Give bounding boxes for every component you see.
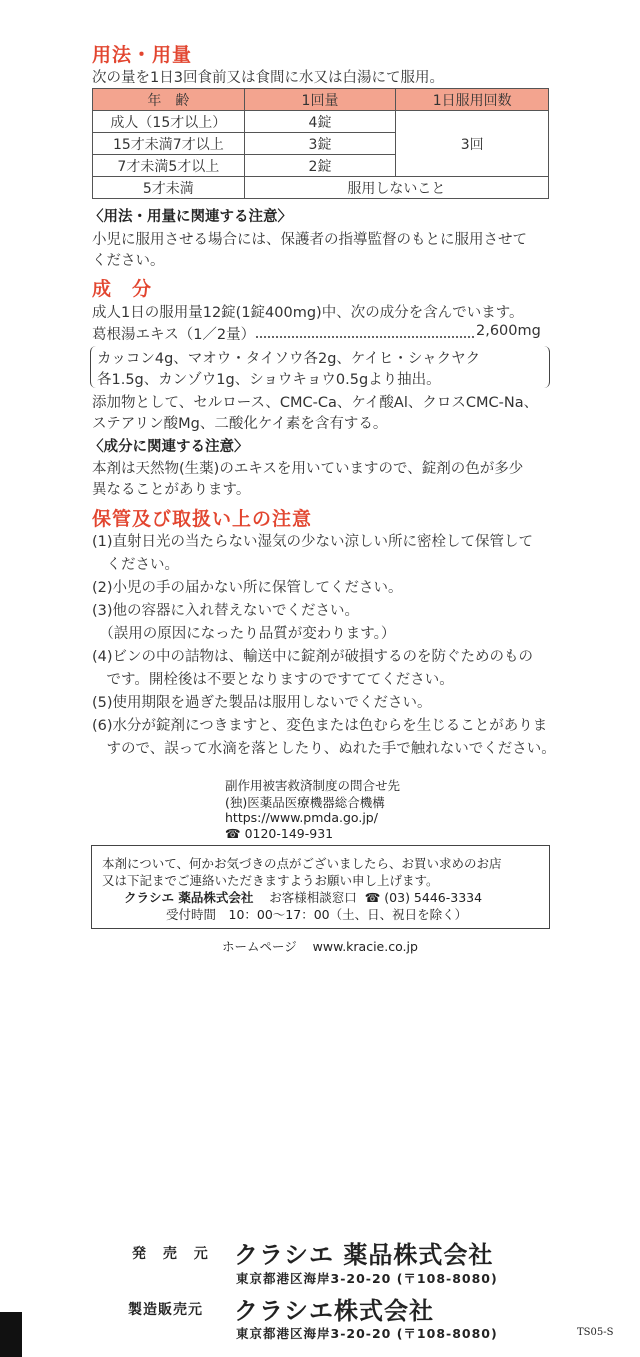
homepage-row <box>222 937 418 955</box>
manufacturer-label: 製造販売元 <box>128 1302 203 1318</box>
usage-heading: 用法・用量 <box>92 44 193 66</box>
usage-caution-heading: 〈用法・用量に関連する注意〉 <box>89 209 292 225</box>
storage-line: (5)使用期限を過ぎた製品は服用しないでください。 <box>92 695 432 711</box>
dosage-table <box>92 88 549 199</box>
relief-url[interactable]: https://www.pmda.go.jp/ <box>225 810 378 825</box>
age-cell: 15才未満7才以上 <box>93 133 245 155</box>
age-cell: 7才未満5才以上 <box>93 155 245 177</box>
storage-line: (2)小児の手の届かない所に保管してください。 <box>92 580 403 596</box>
storage-line: (3)他の容器に入れ替えないでください。 <box>92 603 360 619</box>
relief-org: (独)医薬品医療機器総合機構 <box>225 795 385 810</box>
seller-address: 東京都港区海岸3-20-20 (〒108-8080) <box>236 1271 498 1286</box>
usage-caution-line: ください。 <box>92 253 165 269</box>
herb-line: カッコン4g、マオウ・タイソウ各2g、ケイヒ・シャクヤク <box>97 351 481 367</box>
ingredients-caution-heading: 〈成分に関連する注意〉 <box>89 439 249 455</box>
manufacturer-address: 東京都港区海岸3-20-20 (〒108-8080) <box>236 1326 498 1341</box>
contact-desk: お客様相談窓口 <box>269 890 357 905</box>
contact-hours: 受付時間 10：00〜17：00（土、日、祝日を除く） <box>166 907 468 922</box>
times-cell: 3回 <box>396 111 549 177</box>
relief-phone-row <box>225 826 333 841</box>
additive-line: ステアリン酸Mg、二酸化ケイ素を含有する。 <box>92 416 388 432</box>
storage-line: (6)水分が錠剤につきますと、変色または色むらを生じることがありま <box>92 718 548 734</box>
contact-company-row <box>124 888 482 906</box>
extract-amount: 2,600mg <box>476 323 541 339</box>
ingredients-caution-line: 異なることがあります。 <box>92 482 251 498</box>
storage-heading: 保管及び取扱い上の注意 <box>92 508 313 530</box>
herb-line: 各1.5g、カンゾウ1g、ショウキョウ0.5gより抽出。 <box>97 372 441 388</box>
dose-cell: 4錠 <box>244 111 396 133</box>
contact-line: 本剤について、何かお気づきの点がございましたら、お買い求めのお店 <box>102 856 502 871</box>
storage-line: (4)ビンの中の詰物は、輸送中に錠剤が破損するのを防ぐためのもの <box>92 649 534 665</box>
age-cell: 5才未満 <box>93 177 245 199</box>
age-cell: 成人（15才以上） <box>93 111 245 133</box>
storage-line: ください。 <box>92 557 179 573</box>
storage-line: (1)直射日光の当たらない湿気の少ない涼しい所に密栓して保管して <box>92 534 534 550</box>
usage-caution-line: 小児に服用させる場合には、保護者の指導監督のもとに服用させて <box>92 232 527 248</box>
storage-line: （誤用の原因になったり品質が変わります。） <box>92 626 396 642</box>
usage-intro: 次の量を1日3回食前又は食間に水又は白湯にて服用。 <box>92 70 444 86</box>
additive-line: 添加物として、セルロース、CMC-Ca、ケイ酸Al、クロスCMC-Na、 <box>92 395 539 411</box>
contact-company: クラシエ 薬品株式会社 <box>124 890 254 905</box>
table-header-dose: 1回量 <box>244 89 396 111</box>
relief-phone: 0120-149-931 <box>244 826 334 841</box>
relief-title: 副作用被害救済制度の問合せ先 <box>225 778 401 793</box>
print-mark <box>0 1312 22 1357</box>
extract-name: 葛根湯エキス（1／2量） <box>92 327 256 343</box>
table-header-row <box>93 89 549 111</box>
ingredients-caution-line: 本剤は天然物(生薬)のエキスを用いていますので、錠剤の色が多少 <box>92 461 524 477</box>
dose-cell: 3錠 <box>244 133 396 155</box>
storage-line: すので、誤って水滴を落としたり、ぬれた手で触れないでください。 <box>92 741 556 757</box>
table-row <box>93 177 549 199</box>
leader-dots <box>256 336 474 338</box>
ingredients-heading: 成 分 <box>92 278 153 300</box>
ingredients-line: 成人1日の服用量12錠(1錠400mg)中、次の成分を含んでいます。 <box>92 305 524 321</box>
manufacturer-name: クラシエ株式会社 <box>234 1297 434 1325</box>
table-header-times: 1日服用回数 <box>396 89 549 111</box>
table-header-age: 年 齢 <box>93 89 245 111</box>
phone-icon: ☎ <box>225 826 241 841</box>
note-cell: 服用しないこと <box>244 177 548 199</box>
dose-cell: 2錠 <box>244 155 396 177</box>
table-row <box>93 111 549 133</box>
homepage-label: ホームページ <box>222 939 297 954</box>
contact-phone: (03) 5446-3334 <box>384 890 483 905</box>
storage-line: です。開栓後は不要となりますのですててください。 <box>92 672 454 688</box>
contact-line: 又は下記までご連絡いただきますようお願い申し上げます。 <box>102 873 439 888</box>
product-code: TS05-S <box>577 1327 614 1338</box>
seller-name: クラシエ 薬品株式会社 <box>234 1241 494 1269</box>
homepage-url[interactable]: www.kracie.co.jp <box>312 939 418 954</box>
phone-icon: ☎ <box>364 890 381 905</box>
seller-label: 発 売 元 <box>132 1246 214 1262</box>
